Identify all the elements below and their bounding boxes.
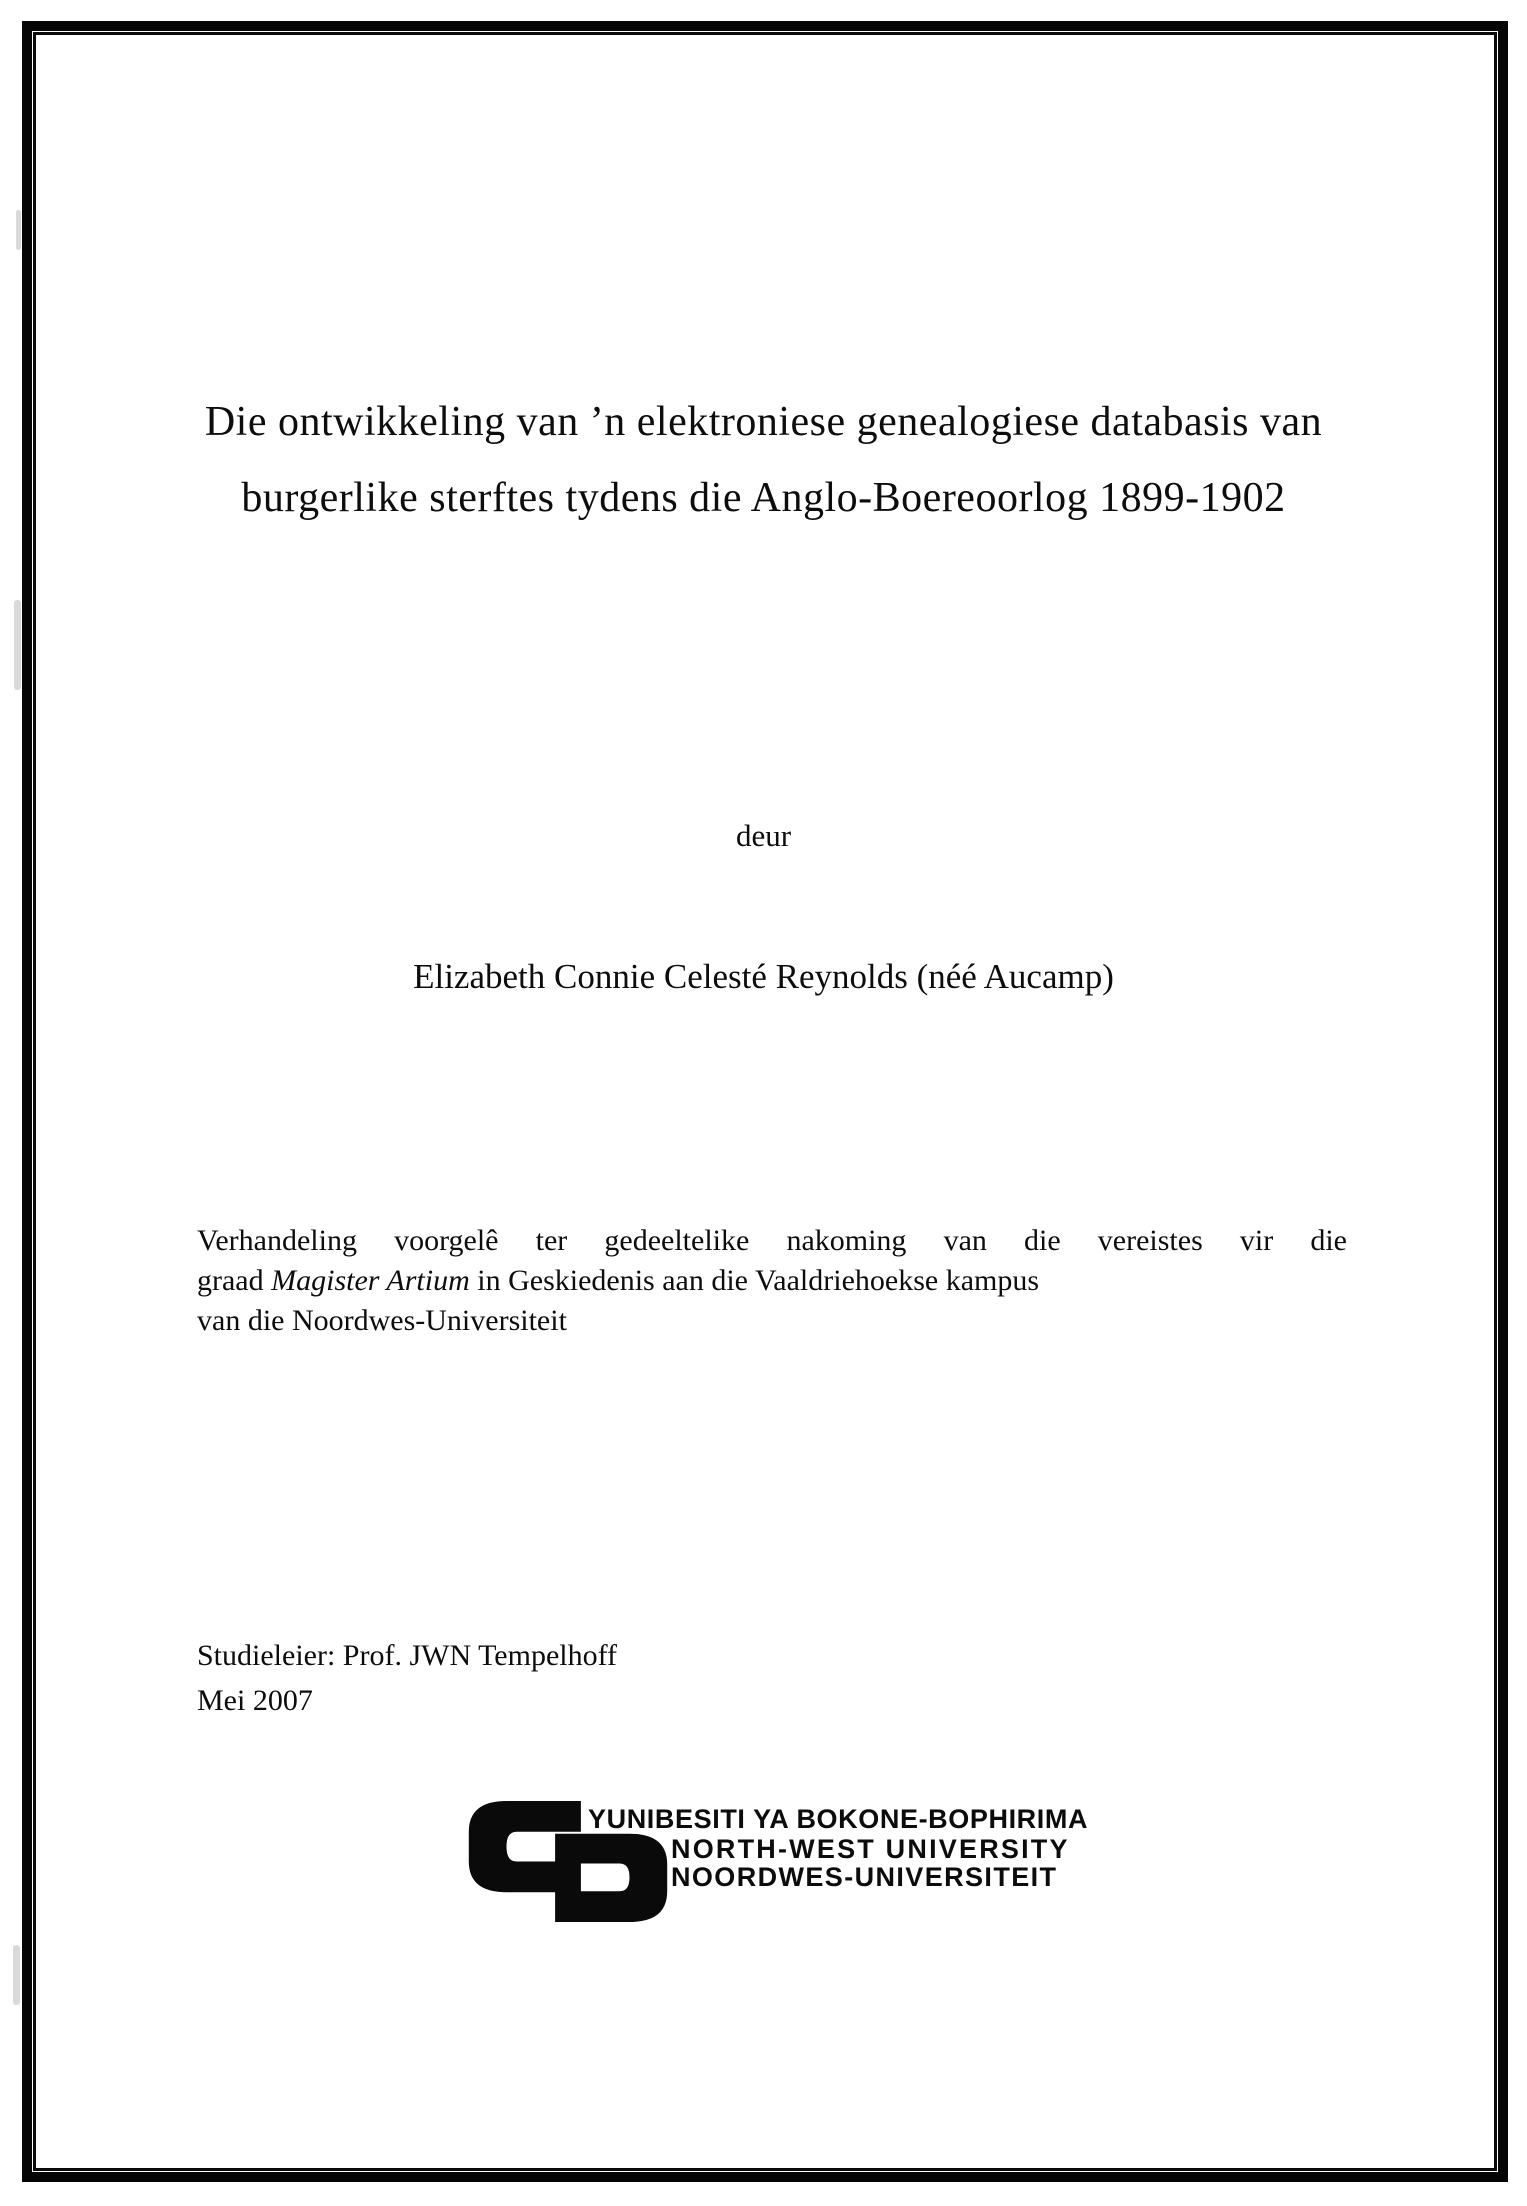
submission-line-2: [197, 1261, 1347, 1301]
supervisor-block: [197, 1633, 617, 1723]
thesis-title-line-2: burgerlike sterftes tydens die Anglo-Boereoorlog 1899-1902: [241, 475, 1286, 521]
degree-prefix: graad: [197, 1264, 272, 1297]
logo-text-setswana: YUNIBESITI YA BOKONE-BOPHIRIMA: [588, 1804, 1089, 1834]
byline-label: deur: [735, 818, 792, 853]
logo-text-afrikaans: NOORDWES-UNIVERSITEIT: [671, 1862, 1058, 1892]
supervisor-line: Studieleier: Prof. JWN Tempelhoff: [197, 1639, 618, 1672]
submission-line-1: Verhandeling voorgelê ter gedeeltelike nakoming van die vereistes vir die: [197, 1224, 1347, 1257]
submission-statement: [197, 1221, 1347, 1341]
degree-suffix: in Geskiedenis aan die Vaaldriehoekse kampus: [469, 1264, 1040, 1297]
thesis-title: [0, 384, 1527, 536]
degree-name: Magister Artium: [271, 1264, 470, 1297]
submission-line-3: van die Noordwes-Universiteit: [197, 1304, 567, 1337]
scan-smudge: [14, 600, 21, 690]
author-name: Elizabeth Connie Celesté Reynolds (néé Aucamp): [413, 957, 1114, 996]
date-line: Mei 2007: [197, 1684, 313, 1717]
logo-text-english: NORTH-WEST UNIVERSITY: [671, 1834, 1070, 1864]
thesis-title-line-1: Die ontwikkeling van ’n elektroniese genealogiese databasis van: [204, 399, 1323, 445]
scan-smudge: [13, 1945, 20, 2005]
scan-smudge: [16, 210, 21, 250]
